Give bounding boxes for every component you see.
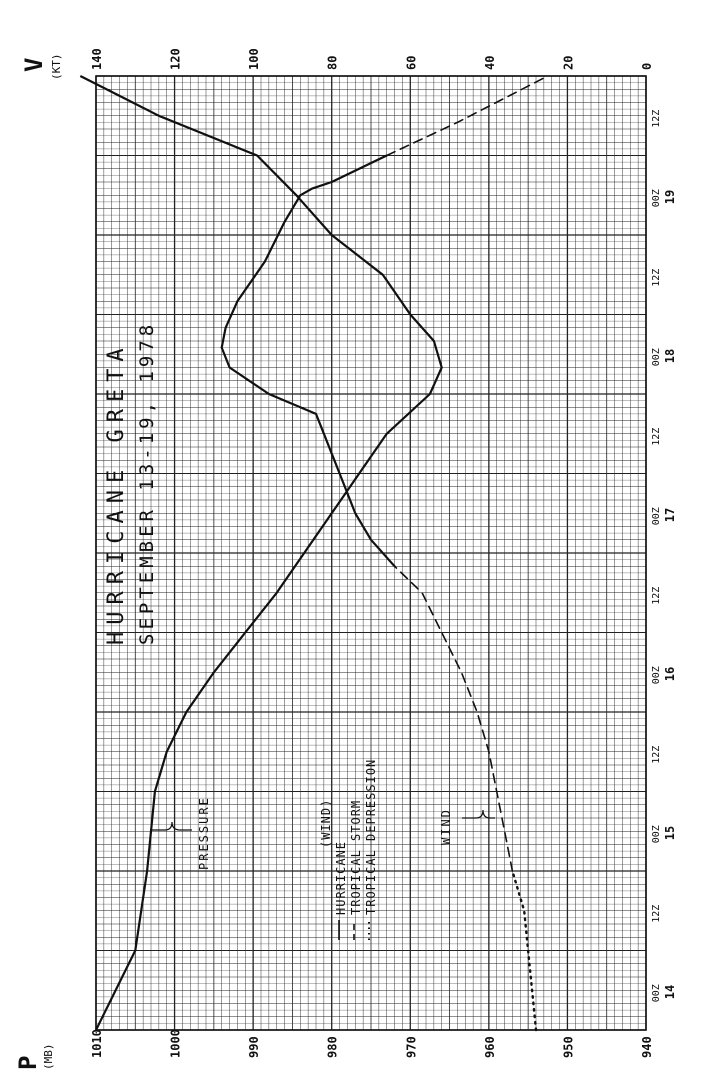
wind-tick-label: 100 [247,48,262,70]
legend-label-tropical-depression: TROPICAL DEPRESSION [364,758,378,915]
wind-tick-label: 80 [325,55,340,70]
time-tick-label: 00Z [651,348,662,367]
time-tick-label: 12Z [651,904,662,923]
time-tick-label: 12Z [651,586,662,605]
wind-tick-label: 20 [561,55,576,70]
time-tick-label: 00Z [651,189,662,208]
pressure-tick-label: 1000 [168,1029,183,1058]
wind-axis-unit: (KT) [50,53,63,80]
time-tick-label: 00Z [651,666,662,685]
time-tick-label: 00Z [651,507,662,526]
day-tick-label: 19 [663,189,677,205]
pressure-callout-label: PRESSURE [197,796,211,870]
wind-tick-label: 120 [168,48,183,70]
wind-tick-label: 0 [640,62,654,70]
day-tick-label: 18 [663,348,677,364]
wind-tick-label: 140 [90,48,104,70]
day-tick-label: 16 [663,666,677,682]
pressure-tick-label: 970 [404,1036,419,1058]
pressure-axis-unit: (MB) [42,1043,55,1070]
time-tick-label: 12Z [651,109,662,128]
legend-label-hurricane: HURRICANE [334,840,348,915]
pressure-tick-label: 990 [247,1036,262,1058]
wind-tick-label: 60 [404,55,419,70]
pressure-tick-label: 960 [482,1036,497,1058]
day-tick-label: 14 [663,984,677,1000]
day-tick-label: 17 [663,507,677,523]
wind-tick-label: 40 [482,55,497,70]
pressure-tick-label: 980 [325,1036,340,1058]
day-tick-label: 15 [663,825,677,841]
legend-label-tropical-storm: TROPICAL STORM [349,799,363,915]
title-block [104,321,158,645]
wind-callout-label: WIND [439,808,453,845]
chart-title: HURRICANE GRETA [104,341,129,645]
chart-subtitle: SEPTEMBER 13-19, 1978 [136,320,158,645]
time-tick-label: 12Z [651,268,662,287]
pressure-tick-label: 1010 [90,1029,104,1058]
time-tick-label: 12Z [651,427,662,446]
pressure-axis-label: P [14,1055,42,1070]
wind-axis-label: V [20,57,48,72]
legend [319,759,378,940]
pressure-tick-label: 950 [561,1036,576,1058]
pressure-tick-label: 940 [640,1036,654,1058]
time-tick-label: 00Z [651,984,662,1003]
time-tick-label: 00Z [651,825,662,844]
time-tick-label: 12Z [651,745,662,764]
legend-header: (WIND) [319,798,333,848]
